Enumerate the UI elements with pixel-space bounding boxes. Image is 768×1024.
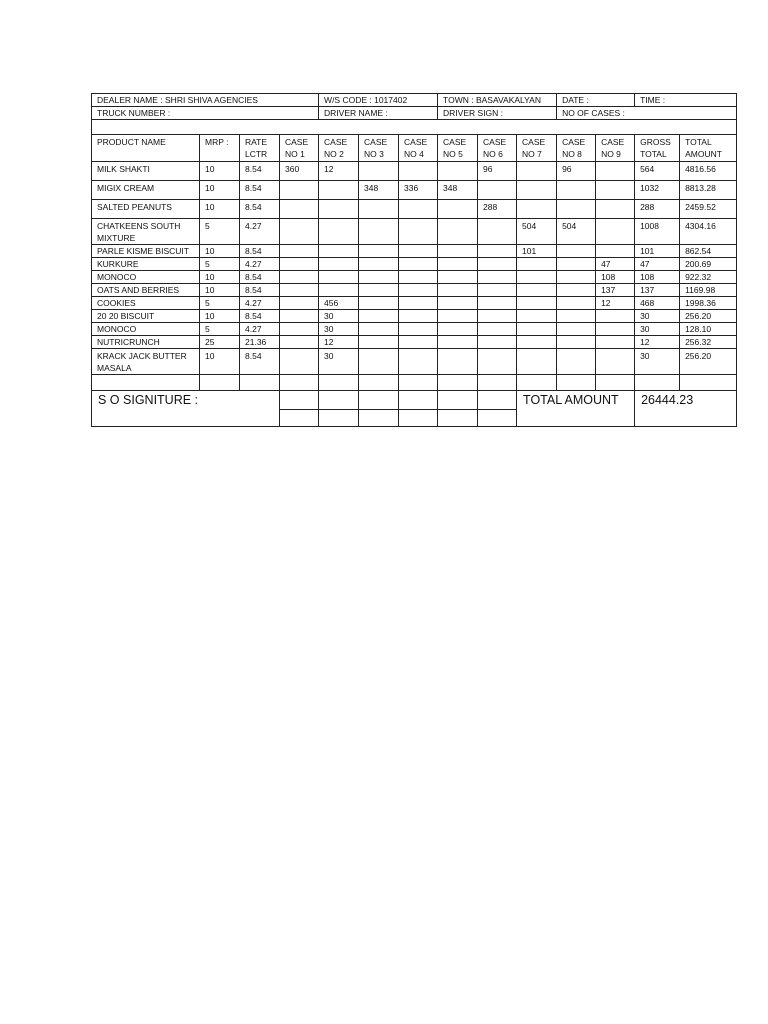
value-cell: [596, 200, 635, 219]
value-cell: 101: [635, 245, 680, 258]
value-cell: [359, 297, 399, 310]
value-cell: 8.54: [240, 284, 280, 297]
column-header-line: RATE: [245, 137, 268, 147]
column-header-line: TOTAL: [685, 137, 712, 147]
empty-cell[interactable]: [557, 375, 596, 391]
value-cell: 96: [478, 162, 517, 181]
value-cell: [399, 162, 438, 181]
column-header-line: NO 3: [364, 149, 384, 159]
empty-cell[interactable]: [359, 375, 399, 391]
value-cell: [280, 245, 319, 258]
value-cell: 8.54: [240, 349, 280, 375]
value-cell: 336: [399, 181, 438, 200]
value-cell: 21.36: [240, 336, 280, 349]
footer-cell: [280, 410, 319, 427]
empty-cell[interactable]: [399, 375, 438, 391]
value-cell: [399, 271, 438, 284]
value-cell: [557, 200, 596, 219]
column-header: [240, 135, 280, 162]
value-cell: 288: [635, 200, 680, 219]
column-header-line: AMOUNT: [685, 149, 722, 159]
product-name-cell: KURKURE: [92, 258, 200, 271]
value-cell: [517, 271, 557, 284]
value-cell: 256.20: [680, 310, 737, 323]
value-cell: 8.54: [240, 200, 280, 219]
value-cell: 456: [319, 297, 359, 310]
product-row: [92, 271, 737, 284]
value-cell: [280, 349, 319, 375]
value-cell: [517, 181, 557, 200]
column-header-row: [92, 135, 737, 162]
column-header-line: NO 7: [522, 149, 542, 159]
value-cell: 200.69: [680, 258, 737, 271]
column-header-line: NO 8: [562, 149, 582, 159]
value-cell: [478, 258, 517, 271]
value-cell: [596, 349, 635, 375]
value-cell: 47: [596, 258, 635, 271]
product-row: [92, 323, 737, 336]
footer-cell: [438, 391, 478, 410]
product-row: [92, 162, 737, 181]
value-cell: [596, 310, 635, 323]
value-cell: 12: [596, 297, 635, 310]
value-cell: 96: [557, 162, 596, 181]
column-header: [280, 135, 319, 162]
so-signature-field[interactable]: S O SIGNITURE :: [92, 391, 280, 427]
spacer-row: [92, 120, 737, 135]
product-name-cell: CHATKEENS SOUTH MIXTURE: [92, 219, 200, 245]
product-row: [92, 200, 737, 219]
value-cell: 10: [200, 181, 240, 200]
driver-name-field[interactable]: DRIVER NAME :: [319, 107, 438, 120]
value-cell: [359, 258, 399, 271]
column-header-line: LCTR: [245, 149, 268, 159]
value-cell: [557, 271, 596, 284]
value-cell: 30: [635, 310, 680, 323]
value-cell: [438, 284, 478, 297]
value-cell: [438, 162, 478, 181]
dispatch-sheet: [91, 93, 736, 427]
empty-cell[interactable]: [478, 375, 517, 391]
value-cell: [438, 349, 478, 375]
value-cell: [359, 310, 399, 323]
value-cell: [359, 284, 399, 297]
footer-cell: [359, 391, 399, 410]
product-row: [92, 284, 737, 297]
value-cell: 30: [319, 310, 359, 323]
ws-code: W/S CODE : 1017402: [319, 94, 438, 107]
value-cell: 30: [319, 323, 359, 336]
value-cell: 348: [359, 181, 399, 200]
value-cell: [596, 336, 635, 349]
value-cell: [399, 284, 438, 297]
value-cell: [517, 349, 557, 375]
value-cell: [517, 323, 557, 336]
product-row: [92, 181, 737, 200]
column-header-line: CASE: [522, 137, 546, 147]
value-cell: [280, 336, 319, 349]
value-cell: [438, 336, 478, 349]
value-cell: [517, 200, 557, 219]
value-cell: [478, 349, 517, 375]
column-header-line: GROSS: [640, 137, 671, 147]
value-cell: [319, 284, 359, 297]
column-header: [319, 135, 359, 162]
column-header-line: CASE: [483, 137, 507, 147]
no-of-cases-field[interactable]: NO OF CASES :: [557, 107, 737, 120]
empty-cell[interactable]: [596, 375, 635, 391]
value-cell: 108: [635, 271, 680, 284]
value-cell: [359, 336, 399, 349]
value-cell: [596, 181, 635, 200]
product-row: [92, 310, 737, 323]
value-cell: 5: [200, 323, 240, 336]
value-cell: [596, 219, 635, 245]
footer-cell: [478, 391, 517, 410]
value-cell: [319, 271, 359, 284]
value-cell: 10: [200, 284, 240, 297]
value-cell: 12: [635, 336, 680, 349]
column-header: [517, 135, 557, 162]
truck-number-field[interactable]: TRUCK NUMBER :: [92, 107, 319, 120]
value-cell: 862.54: [680, 245, 737, 258]
value-cell: [478, 284, 517, 297]
column-header-line: TOTAL: [640, 149, 667, 159]
product-name-cell: COOKIES: [92, 297, 200, 310]
empty-row: [92, 375, 737, 391]
value-cell: 348: [438, 181, 478, 200]
value-cell: 137: [596, 284, 635, 297]
value-cell: [319, 245, 359, 258]
value-cell: [478, 336, 517, 349]
value-cell: 10: [200, 162, 240, 181]
value-cell: [438, 271, 478, 284]
value-cell: 8.54: [240, 271, 280, 284]
value-cell: [596, 323, 635, 336]
value-cell: [557, 336, 596, 349]
value-cell: [557, 297, 596, 310]
value-cell: 8.54: [240, 245, 280, 258]
column-header: [438, 135, 478, 162]
empty-cell[interactable]: [200, 375, 240, 391]
empty-cell[interactable]: [680, 375, 737, 391]
value-cell: [399, 297, 438, 310]
value-cell: [557, 245, 596, 258]
empty-cell[interactable]: [280, 375, 319, 391]
product-row: [92, 258, 737, 271]
value-cell: 5: [200, 297, 240, 310]
header-row-2: [92, 107, 737, 120]
value-cell: [280, 181, 319, 200]
value-cell: [399, 245, 438, 258]
value-cell: [438, 200, 478, 219]
value-cell: [478, 323, 517, 336]
value-cell: 1169.98: [680, 284, 737, 297]
value-cell: 101: [517, 245, 557, 258]
value-cell: [319, 181, 359, 200]
driver-sign-field[interactable]: DRIVER SIGN :: [438, 107, 557, 120]
value-cell: [557, 258, 596, 271]
column-header-line: NO 5: [443, 149, 463, 159]
product-name-cell: 20 20 BISCUIT: [92, 310, 200, 323]
value-cell: [280, 271, 319, 284]
value-cell: [399, 336, 438, 349]
value-cell: [478, 310, 517, 323]
value-cell: 1998.36: [680, 297, 737, 310]
column-header: [359, 135, 399, 162]
value-cell: [557, 349, 596, 375]
value-cell: 12: [319, 162, 359, 181]
column-header-line: CASE: [324, 137, 348, 147]
value-cell: 468: [635, 297, 680, 310]
value-cell: 108: [596, 271, 635, 284]
column-header-line: CASE: [443, 137, 467, 147]
value-cell: 4.27: [240, 219, 280, 245]
column-header-line: MRP :: [205, 137, 229, 147]
value-cell: 8.54: [240, 162, 280, 181]
column-header-line: CASE: [562, 137, 586, 147]
value-cell: 128.10: [680, 323, 737, 336]
value-cell: 8.54: [240, 181, 280, 200]
footer-cell: [438, 410, 478, 427]
value-cell: [359, 323, 399, 336]
product-name-cell: PARLE KISME BISCUIT: [92, 245, 200, 258]
value-cell: [319, 200, 359, 219]
value-cell: 256.20: [680, 349, 737, 375]
value-cell: [478, 181, 517, 200]
value-cell: [399, 200, 438, 219]
town: TOWN : BASAVAKALYAN: [438, 94, 557, 107]
product-row: [92, 336, 737, 349]
column-header-line: CASE: [404, 137, 428, 147]
product-row: [92, 219, 737, 245]
value-cell: [438, 258, 478, 271]
column-header: [635, 135, 680, 162]
column-header: [557, 135, 596, 162]
column-header: [200, 135, 240, 162]
empty-cell[interactable]: [635, 375, 680, 391]
total-amount-value: 26444.23: [635, 391, 737, 427]
value-cell: 10: [200, 349, 240, 375]
product-row: [92, 297, 737, 310]
value-cell: 47: [635, 258, 680, 271]
value-cell: 504: [557, 219, 596, 245]
empty-cell[interactable]: [92, 375, 200, 391]
value-cell: 2459.52: [680, 200, 737, 219]
product-name-cell: SALTED PEANUTS: [92, 200, 200, 219]
value-cell: [596, 245, 635, 258]
value-cell: [280, 258, 319, 271]
value-cell: [478, 297, 517, 310]
product-name-cell: OATS AND BERRIES: [92, 284, 200, 297]
value-cell: 8813.28: [680, 181, 737, 200]
value-cell: [478, 245, 517, 258]
column-header-line: PRODUCT NAME: [97, 137, 166, 147]
value-cell: [438, 310, 478, 323]
value-cell: [280, 310, 319, 323]
product-name-cell: NUTRICRUNCH: [92, 336, 200, 349]
product-name-cell: MIGIX CREAM: [92, 181, 200, 200]
total-amount-label: TOTAL AMOUNT: [517, 391, 635, 427]
value-cell: [280, 200, 319, 219]
footer-cell: [359, 410, 399, 427]
value-cell: [557, 323, 596, 336]
footer-cell: [319, 391, 359, 410]
value-cell: 4816.56: [680, 162, 737, 181]
value-cell: 4.27: [240, 297, 280, 310]
column-header-line: NO 4: [404, 149, 424, 159]
column-header-line: CASE: [364, 137, 388, 147]
value-cell: [359, 245, 399, 258]
value-cell: 564: [635, 162, 680, 181]
column-header-line: CASE: [601, 137, 625, 147]
value-cell: 4.27: [240, 258, 280, 271]
column-header-line: NO 1: [285, 149, 305, 159]
value-cell: [280, 284, 319, 297]
value-cell: [319, 258, 359, 271]
value-cell: [517, 284, 557, 297]
product-row: [92, 349, 737, 375]
value-cell: [517, 336, 557, 349]
value-cell: 25: [200, 336, 240, 349]
time-field[interactable]: TIME :: [635, 94, 737, 107]
empty-cell[interactable]: [319, 375, 359, 391]
value-cell: [359, 349, 399, 375]
value-cell: [280, 219, 319, 245]
value-cell: [478, 219, 517, 245]
value-cell: 360: [280, 162, 319, 181]
value-cell: 922.32: [680, 271, 737, 284]
value-cell: [399, 219, 438, 245]
value-cell: [359, 271, 399, 284]
product-name-cell: MONOCO: [92, 323, 200, 336]
value-cell: 10: [200, 245, 240, 258]
column-header: [92, 135, 200, 162]
value-cell: 10: [200, 200, 240, 219]
empty-cell[interactable]: [240, 375, 280, 391]
value-cell: [280, 323, 319, 336]
column-header: [478, 135, 517, 162]
dispatch-table: [91, 93, 737, 427]
dealer-name: DEALER NAME : SHRI SHIVA AGENCIES: [92, 94, 319, 107]
value-cell: 4304.16: [680, 219, 737, 245]
value-cell: [438, 245, 478, 258]
column-header-line: CASE: [285, 137, 309, 147]
product-row: [92, 245, 737, 258]
value-cell: [517, 162, 557, 181]
value-cell: 12: [319, 336, 359, 349]
product-name-cell: KRACK JACK BUTTER MASALA: [92, 349, 200, 375]
product-name-cell: MONOCO: [92, 271, 200, 284]
column-header: [680, 135, 737, 162]
value-cell: [280, 297, 319, 310]
value-cell: 1008: [635, 219, 680, 245]
column-header-line: NO 6: [483, 149, 503, 159]
value-cell: [557, 310, 596, 323]
value-cell: [517, 310, 557, 323]
footer-cell: [399, 391, 438, 410]
value-cell: [319, 219, 359, 245]
footer-cell: [319, 410, 359, 427]
product-name-cell: MILK SHAKTI: [92, 162, 200, 181]
value-cell: [517, 258, 557, 271]
value-cell: [399, 310, 438, 323]
value-cell: 256.32: [680, 336, 737, 349]
value-cell: [557, 284, 596, 297]
value-cell: 504: [517, 219, 557, 245]
empty-cell[interactable]: [438, 375, 478, 391]
empty-cell[interactable]: [517, 375, 557, 391]
value-cell: [359, 219, 399, 245]
value-cell: 5: [200, 258, 240, 271]
value-cell: 10: [200, 271, 240, 284]
column-header-line: NO 9: [601, 149, 621, 159]
footer-cell: [280, 391, 319, 410]
value-cell: [478, 271, 517, 284]
value-cell: [438, 219, 478, 245]
value-cell: 5: [200, 219, 240, 245]
date-field[interactable]: DATE :: [557, 94, 635, 107]
value-cell: [359, 162, 399, 181]
footer-row-1: [92, 391, 737, 410]
value-cell: 8.54: [240, 310, 280, 323]
column-header: [596, 135, 635, 162]
column-header-line: NO 2: [324, 149, 344, 159]
spacer-cell: [92, 120, 737, 135]
column-header: [399, 135, 438, 162]
value-cell: [438, 297, 478, 310]
value-cell: 288: [478, 200, 517, 219]
value-cell: 10: [200, 310, 240, 323]
footer-cell: [399, 410, 438, 427]
footer-cell: [478, 410, 517, 427]
value-cell: [399, 323, 438, 336]
value-cell: [557, 181, 596, 200]
value-cell: 1032: [635, 181, 680, 200]
value-cell: [438, 323, 478, 336]
value-cell: 30: [319, 349, 359, 375]
value-cell: 4.27: [240, 323, 280, 336]
value-cell: 137: [635, 284, 680, 297]
value-cell: [359, 200, 399, 219]
header-row-1: [92, 94, 737, 107]
value-cell: [399, 258, 438, 271]
value-cell: [399, 349, 438, 375]
value-cell: 30: [635, 349, 680, 375]
value-cell: [596, 162, 635, 181]
value-cell: [517, 297, 557, 310]
value-cell: 30: [635, 323, 680, 336]
